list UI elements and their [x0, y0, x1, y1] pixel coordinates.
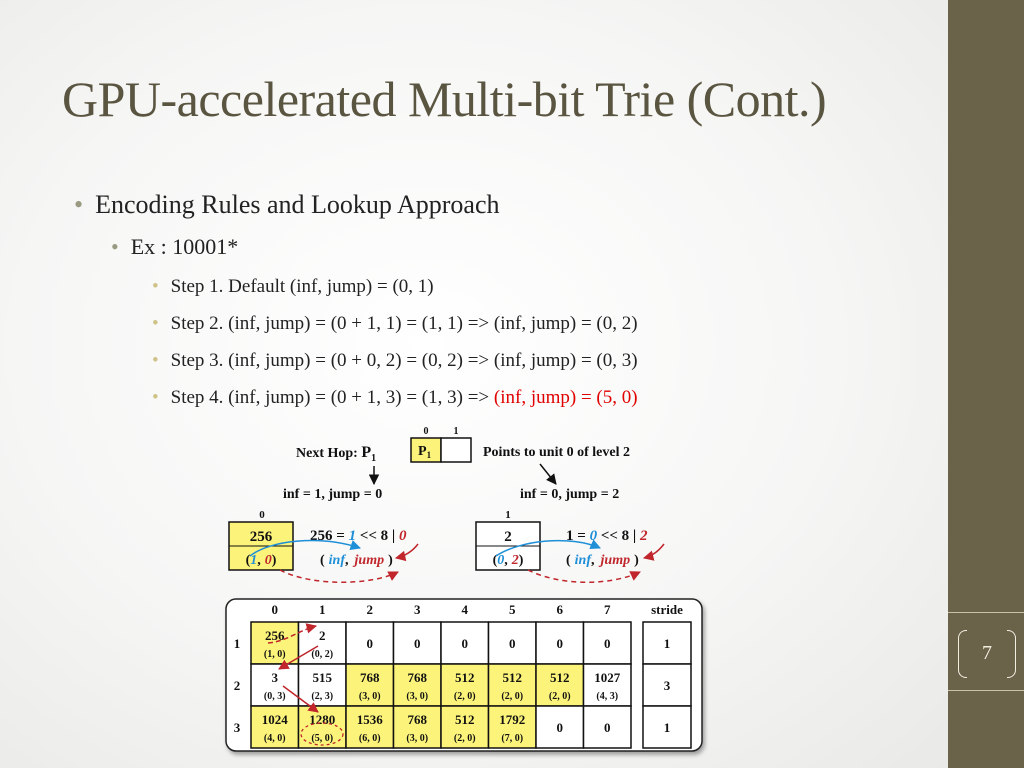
cell-value: 0 — [556, 636, 563, 651]
cell-pair: (4, 0) — [263, 733, 286, 744]
left-tuple: ( inf, jump ) — [320, 553, 393, 568]
red-dashed-arrow-left-icon — [280, 570, 398, 582]
column-header: 4 — [461, 602, 468, 617]
bullet-dot-icon: • — [152, 276, 159, 297]
red-arrow-right-icon — [644, 544, 664, 558]
cell-value: 1792 — [499, 712, 526, 727]
cell-pair: (2, 0) — [453, 691, 476, 702]
cell-value: 512 — [502, 670, 522, 685]
next-hop-cell-empty — [441, 438, 471, 462]
slide-title: GPU-accelerated Multi-bit Trie (Cont.) — [62, 71, 827, 127]
column-header: 3 — [414, 602, 421, 617]
bullet-dot-icon: • — [111, 234, 119, 259]
cell-value: 1027 — [594, 670, 621, 685]
cell-value: 0 — [366, 636, 373, 651]
cell-pair: (4, 3) — [596, 691, 619, 702]
bullet-text: Step 2. (inf, jump) = (0 + 1, 1) = (1, 1) => (inf, jump) = (0, 2) — [170, 313, 638, 334]
cell-pair: (6, 0) — [358, 733, 381, 744]
cell-p-label: $P_1$ — [418, 444, 432, 460]
col-index-0: 0 — [423, 426, 429, 437]
cell-value: 0 — [604, 720, 611, 735]
right-index: 1 — [505, 509, 511, 521]
col-index-1: 1 — [453, 426, 459, 437]
left-formula: 256 = 1 << 8 | 0 — [310, 528, 407, 544]
cell-value: 1024 — [261, 712, 288, 727]
cell-value: 0 — [414, 636, 421, 651]
stride-value: 1 — [663, 720, 671, 735]
cell-pair: (0, 3) — [263, 691, 286, 702]
left-encoding-example — [229, 509, 418, 582]
table-body — [234, 622, 631, 748]
bullet-text: Step 1. Default (inf, jump) = (0, 1) — [170, 276, 434, 297]
cell-pair: (2, 3) — [311, 691, 334, 702]
points-to-label: Points to unit 0 of level 2 — [483, 445, 630, 460]
cell-value: 512 — [455, 670, 475, 685]
cell-pair: (2, 0) — [548, 691, 571, 702]
bullet-text: Ex : 10001* — [130, 234, 239, 259]
next-hop-label: Next Hop: $P_1$ — [296, 444, 377, 464]
trie-table — [226, 599, 702, 751]
cell-pair: (2, 0) — [453, 733, 476, 744]
cell-value: 2 — [319, 628, 326, 643]
cell-pair: (3, 0) — [358, 691, 381, 702]
right-encoding-example — [476, 509, 664, 582]
stride-value: 3 — [663, 678, 671, 693]
cell-value: 768 — [407, 670, 427, 685]
next-hop-group — [283, 426, 630, 502]
bullet-dot-icon: • — [152, 387, 159, 408]
cell-value: 0 — [509, 636, 516, 651]
row-label: 1 — [233, 636, 241, 651]
cell-pair: (1, 0) — [263, 649, 286, 660]
left-equation: inf = 1, jump = 0 — [283, 487, 383, 502]
left-cell-pair: (1, 0) — [245, 553, 277, 568]
cell-pair: (2, 0) — [501, 691, 524, 702]
stride-header: stride — [651, 602, 683, 617]
left-index: 0 — [259, 509, 265, 521]
cell-value: 512 — [455, 712, 475, 727]
right-equation: inf = 0, jump = 2 — [520, 487, 620, 502]
cell-value: 512 — [550, 670, 570, 685]
bullet-text: Step 4. (inf, jump) = (0 + 1, 3) = (1, 3) => — [170, 387, 494, 408]
cell-value: 1280 — [309, 712, 336, 727]
bullet-dot-icon: • — [74, 190, 84, 219]
column-header: 2 — [366, 602, 373, 617]
right-cell-pair: (0, 2) — [492, 553, 524, 568]
column-header: 7 — [604, 602, 611, 617]
left-cell-value: 256 — [249, 529, 273, 545]
cell-value: 768 — [407, 712, 427, 727]
column-header: 1 — [319, 602, 326, 617]
cell-value: 515 — [312, 670, 332, 685]
red-arrow-left-icon — [396, 544, 418, 558]
cell-pair: (7, 0) — [501, 733, 524, 744]
cell-pair: (5, 0) — [311, 733, 334, 744]
red-dashed-arrow-right-icon — [528, 570, 640, 582]
cell-value: 0 — [604, 636, 611, 651]
cell-value: 768 — [360, 670, 380, 685]
down-arrow-right-icon — [540, 464, 556, 484]
column-header: 5 — [509, 602, 516, 617]
cell-pair: (3, 0) — [406, 691, 429, 702]
cell-value: 3 — [271, 670, 278, 685]
bullet-dot-icon: • — [152, 313, 159, 334]
cell-value: 256 — [265, 628, 285, 643]
cell-pair: (0, 2) — [311, 649, 334, 660]
column-header: 0 — [271, 602, 278, 617]
row-label: 2 — [233, 678, 241, 693]
column-header: 6 — [556, 602, 563, 617]
cell-value: 0 — [461, 636, 468, 651]
bullet-highlight: (inf, jump) = (5, 0) — [493, 387, 638, 408]
stride-value: 1 — [663, 636, 671, 651]
bullet-dot-icon: • — [152, 350, 159, 371]
right-cell-value: 2 — [504, 529, 512, 545]
stride-column — [643, 622, 691, 748]
page-number: 7 — [982, 642, 992, 664]
right-formula: 1 = 0 << 8 | 2 — [566, 528, 648, 544]
bullet-text: Encoding Rules and Lookup Approach — [95, 190, 500, 219]
cell-value: 0 — [556, 720, 563, 735]
row-label: 3 — [233, 720, 241, 735]
bullet-text: Step 3. (inf, jump) = (0 + 0, 2) = (0, 2) => (inf, jump) = (0, 3) — [170, 350, 638, 371]
right-tuple: ( inf, jump ) — [566, 553, 639, 568]
cell-value: 1536 — [356, 712, 383, 727]
cell-pair: (3, 0) — [406, 733, 429, 744]
